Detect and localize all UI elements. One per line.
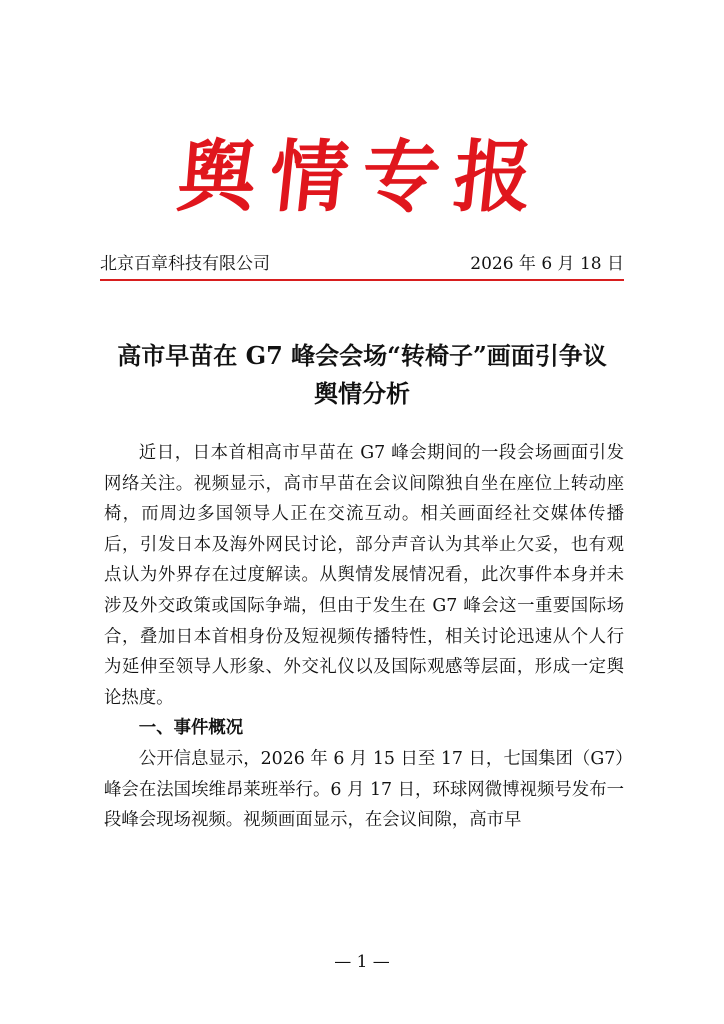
header-line (100, 252, 624, 276)
paragraph-overview: 公开信息显示，2026 年 6 月 15 日至 17 日，七国集团（G7）峰会在法国埃维昂莱班举行。6 月 17 日，环球网微博视频号发布一段峰会现场视频。视频画面显示，在会议间隙，高市早 (104, 748, 624, 831)
section-heading-overview: 一、事件概况 (138, 718, 244, 739)
title-line-2: 舆情分析 (314, 379, 410, 408)
page-number: — 1 — (334, 952, 390, 972)
document-title (90, 337, 634, 413)
header-red-rule (100, 279, 624, 281)
issue-date: 2026 年 6 月 18 日 (470, 254, 624, 274)
company-name: 北京百章科技有限公司 (100, 254, 270, 274)
paragraph-intro: 近日，日本首相高市早苗在 G7 峰会期间的一段会场画面引发网络关注。视频显示，高市早苗在会议间隙独自坐在座位上转动座椅，而周边多国领导人正在交流互动。相关画面经社交媒体传播后，引发日本及海外网民讨论，部分声音认为其举止欠妥，也有观点认为外界存在过度解读。从舆情发展情况看，此次事件本身并未涉及外交政策或国际争端，但由于发生在 G7 峰会这一重要国际场合，叠加日本首相身份及短视频传播特性，相关讨论迅速从个人行为延伸至领导人形象、外交礼仪以及国际观感等层面，形成一定舆论热度。 (104, 443, 624, 708)
masthead-title: 舆情专报 (173, 132, 551, 223)
title-line-1: 高市早苗在 G7 峰会会场“转椅子”画面引争议 (117, 341, 607, 370)
document-body (104, 438, 624, 836)
